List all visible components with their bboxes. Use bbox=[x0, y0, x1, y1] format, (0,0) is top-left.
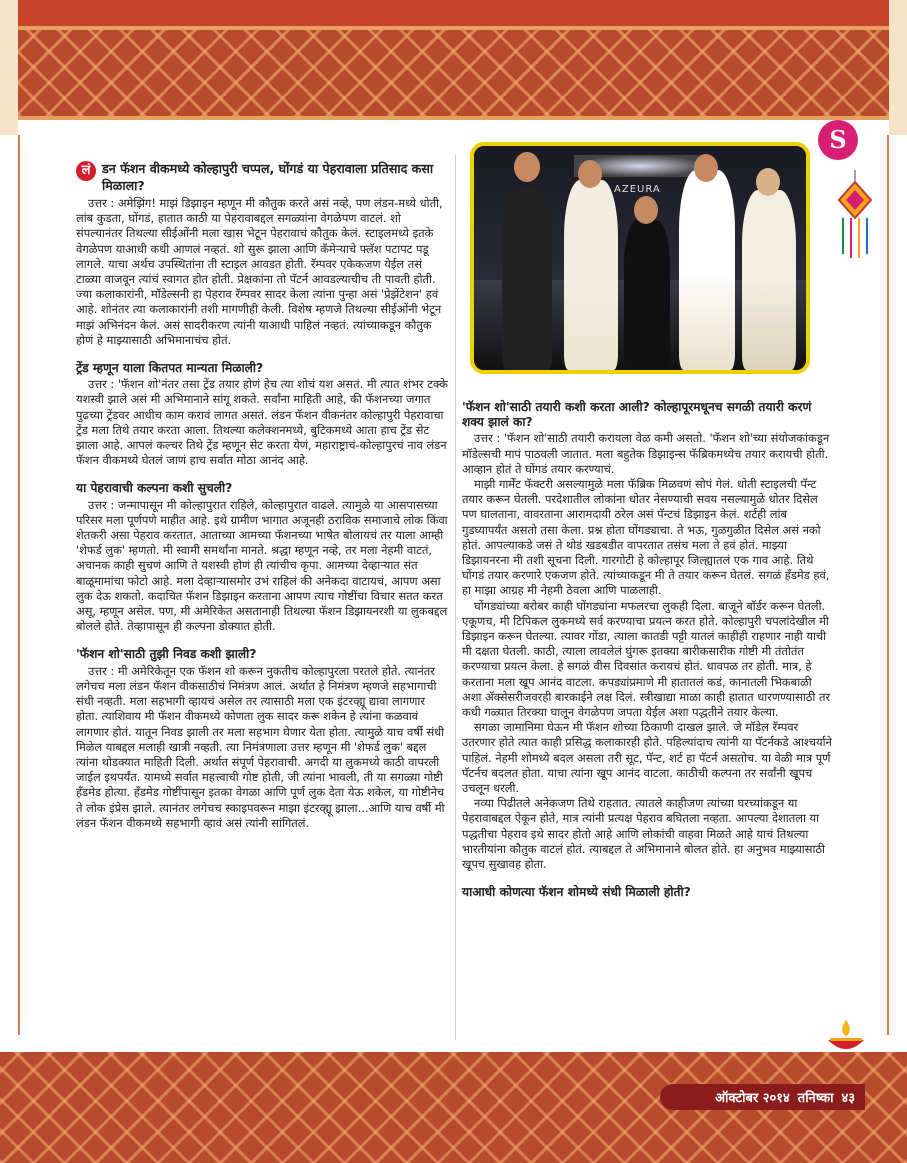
top-strip bbox=[0, 0, 907, 26]
top-ornamental-band bbox=[18, 26, 889, 120]
kandil-lantern-icon bbox=[835, 170, 875, 260]
article-column-left bbox=[76, 160, 448, 831]
model-figure bbox=[502, 190, 552, 370]
model-head bbox=[694, 154, 718, 182]
model-figure bbox=[624, 220, 670, 370]
model-head bbox=[634, 196, 658, 224]
column-divider bbox=[455, 155, 456, 1040]
answer-paragraph: उत्तर : 'फॅशन शो'नंतर तसा ट्रेंड तयार होणं हेच त्या शोचं यश असतं. मी त्यात शंभर टक्के यशस्वी झाले असं मी अभिमानाने सांगू शकते. सर्वांना माहिती आहे, की फॅशनच्या जगात पुढच्या ट्रेंडवर आधीच काम करावं लागत असतं. लंडन फॅशन वीकनंतर कोल्हापुरी पेहरावाचा ट्रेंड मला तिथे तयार करता आला. तिथल्या कलेक्शनमध्ये, बुटिकमध्ये आता हाच ट्रेंड सेट झाला आहे. आपलं कल्चर तिथे ट्रेंड म्हणून सेट करता येणं, महाराष्ट्राचं-कोल्हापुरचं नाव लंडन फॅशन वीकमध्ये घेतलं जाणं हाच सर्वात मोठा आनंद आहे. bbox=[76, 377, 448, 468]
fashion-show-photo bbox=[470, 142, 810, 374]
model-head bbox=[756, 168, 780, 196]
answer-paragraph: सगळा जामानिमा घेऊन मी फॅशन शोच्या ठिकाणी दाखल झाले. जे मॉडेल रॅम्पवर उतरणार होते त्यात काही प्रसिद्ध कलाकारही होते. पहिल्यांदाच त्यांनी या पॅटर्नकडे आश्चर्याने पाहिलं. नेहमी शोमध्ये बदल असला तरी सूट, पॅन्ट, शर्ट हा पॅटर्न असतोच. या वेळी मात्र पूर्ण पॅटर्नच बदलत होता. याचा त्यांना खूप आनंद वाटला. काठीची कल्पना तर सर्वांनी खूपच उचलून धरली. bbox=[462, 720, 832, 796]
stage-banner-text: AZEURA bbox=[614, 184, 661, 195]
answer-paragraph: उत्तर : 'फॅशन शो'साठी तयारी करायला वेळ कमी असतो. 'फॅशन शो'च्या संयोजकांकडून मॉडेल्सची मापं पाठवली जातात. मला बहुतेक डिझाइन्स फॅब्रिकमध्येच तयार करायची होती. आव्हान होतं ते घोंगडं तयार करण्याचं. bbox=[462, 431, 830, 476]
footer-date: ऑक्टोबर २०१४ bbox=[715, 1091, 790, 1106]
page-number: ४३ bbox=[841, 1091, 855, 1106]
model-figure bbox=[564, 180, 618, 370]
answer-paragraph: घोंगड्यांच्या बरोबर काही घोंगड्यांना मफलरचा लुकही दिला. बाजूने बॉर्डर करून घेतली. एकूणच, मी टिपिकल लुकमध्ये सर्व करण्याचा प्रयत्न करत होते. कोल्हापुरी चपलांदेखील मी डिझाइन करून घेतल्या. त्यावर गोंडा, त्याला कातडी पट्टी यातलं काहीही राहणार नाही याची मी दक्षता घेतली. काठी, त्याला लावलेलं घुंगरू इतक्या बारीकसारीक गोष्टी मी तंतोतंत करण्याचा प्रयत्न केला. हे सगळं वीस दिवसांत करायचं होतं. धावपळ तर होती. मात्र, हे करताना मला खूप आनंद वाटला. कपड्यांप्रमाणे मी हातातलं कडं, कानातली भिकबाळी अशा ॲक्सेसरीजवरही बारकाईने लक्ष दिलं. स्त्रीखाद्या माळा काही हातात धारणण्यासाठी तर कधी गळ्यात तिरक्या घालून वेगळेपण जपता येईल अशा पद्धतीने तयार केल्या. bbox=[462, 598, 831, 720]
answer-paragraph: माझी गार्मेंट फॅक्टरी असल्यामुळे मला फॅब्रिक मिळवणं सोपं गेलं. धोती स्टाइलची पॅन्ट तयार करून घेतली. परदेशातील लोकांना धोतर नेसण्याची सवय नसल्यामुळे धोतर दिसेल पण घालताना, वावरताना आरामदायी ठरेल असं पॅन्टचं डिझाइन केलं. शर्टही लांब गुडघ्यापर्यंत असतो तसा केला. प्रश्न होता घोंगड्याचा. ते भऊ, गुळगुळीत दिसेल असं नको होतं. आपल्याकडे जसं ते थोडं खडबडीत वापरतात तसंच मला ते हवं होतं. माझ्या डिझायनरना मी तशी सूचना दिली. गारगोटी हे कोल्हापूर जिल्ह्यातलं एक गाव आहे. तिथे घोंगडं तयार करणारे एकजण होते. त्यांच्याकडून मी ते तयार करून घेतलं. सगळं हॅंडमेड हवं, हा माझा आग्रह मी नेहमी ठेवला आणि पाळलाही. bbox=[462, 477, 830, 598]
left-margin-border bbox=[0, 135, 20, 1035]
question-heading: 'फॅशन शो'साठी तुझी निवड कशी झाली? bbox=[76, 647, 257, 662]
model-head bbox=[578, 160, 602, 188]
answer-paragraph: उत्तर : मी अमेरिकेतून एक फॅशन शो करून नुकतीच कोल्हापुरला परतले होते. त्यानंतर लगेचच मला लंडन फॅशन वीकसाठीचं निमंत्रण आलं. अर्थात हे निमंत्रण म्हणजे सहभागाची संधी नव्हती. मला सहभागी व्हायचं असेल तर त्यासाठी मला एक इंटरव्ह्यू द्यावा लागणार होता. त्याशिवाय मी फॅशन वीकमध्ये कोणता लुक सादर करू शकेन हे त्यांना कळवावं लागणार होतं. यातून निवड झाली तर मला सहभाग घेणार येता होता. त्यामुळे याच वर्षी संधी मिळेल याबद्दल मलाही खात्री नव्हती. त्या निमंत्रणाला उत्तर म्हणून मी 'शेफर्ड लुक' बद्दल त्यांना थोडक्यात माहिती दिली. अर्थात संपूर्ण पेहरावाची. अगदी या लुकमध्ये काठी वापरली जाईल इथपर्यंत. यामध्ये सर्वात महत्त्वाची गोष्ट होती, जी त्यांना भावली, ती या सगळ्या गोष्टी हॅंडमेड होत्या. हॅंडमेड गोष्टींपासून इतका वेगळा आणि पूर्ण लुक देता येऊ शकेल, या गोष्टीनेच ते लोक इंप्रेस झाले. त्यानंतर लगेचच स्काइपवरून माझा इंटरव्ह्यू झाला...आणि याच वर्षी मी लंडन फॅशन वीकमध्ये सहभागी व्हावं असं त्यांनी सांगितलं. bbox=[76, 663, 445, 830]
question-heading: याआधी कोणत्या फॅशन शोमध्ये संधी मिळाली होती? bbox=[462, 885, 691, 900]
answer-paragraph: उत्तर : अमेझिंग! माझं डिझाइन म्हणून मी कौतुक करते असं नव्हे, पण लंडन-मध्ये धोती, लांब कुडता, घोंगडं, हातात काठी या पेहरावाबद्दल सगळ्यांना वेगळेपण वाटलं. शो संपल्यानंतर तिथल्या सीईओंनी मला खास भेटून पेहरावाचं कौतुक केलं. स्टाइलमध्ये इतके वेगळेपण याआधी कधी आणलं नव्हतं. शो सुरू झाला आणि कॅमेऱ्याचे फ्लॅश पटापट पडू लागले. याचा अर्थच उपस्थितांना ती स्टाइल आवडत होती. रॅम्पवर एकेकजण येईल तसं टाळ्या वाजवून त्यांचं स्वागत होत होती. प्रेक्षकांना तो पॅटर्न आवडल्याचीच ती पावती होती. ज्या कलाकारांनी, मॉडेल्सनी हा पेहराव रॅम्पवर सादर केला त्यांना पुन्हा असं 'प्रेझेंटेशन' हवं आहे. शोनंतर त्या कलाकारांनी तशी मागणीही केली. विशेष म्हणजे तिथल्या सीईओंनी भेटून माझं अभिनंदन केलं. असं सादरीकरण त्यांनी याआधी पाहिलं नव्हतं. त्यांच्याकडून कौतुक होणं हे माझ्यासाठी अभिमानाचंच होतं. bbox=[76, 196, 443, 347]
model-figure bbox=[679, 170, 735, 370]
question-heading: या पेहरावाची कल्पना कशी सुचली? bbox=[76, 481, 233, 496]
magazine-logo-icon: S bbox=[818, 120, 858, 160]
question-heading: 'फॅशन शो'साठी तयारी कशी करता आली? कोल्हापूरमधूनच सगळी तयारी करणं शक्य झालं का? bbox=[462, 400, 812, 430]
footer-magazine-name: तनिष्का bbox=[797, 1091, 834, 1106]
answer-paragraph: नव्या पिढीतले अनेकजण तिथे राहतात. त्यातले काहीजण त्यांच्या घरच्यांकडून या पेहरावाबद्दल ऐकून होते, मात्र त्यांनी प्रत्यक्ष पेहराव बघितला नव्हता. आपल्या देशातला या पद्धतीचा पेहराव इथे सादर होतो आहे आणि लोकांची वाहवा मिळते आहे याचं तिथल्या भारतीयांना कौतुक वाटलं होतं. त्याबद्दल ते अभिमानाने बोलत होते. हा अनुभव माझ्यासाठी खूपच सुखावह होता. bbox=[462, 796, 825, 872]
right-margin-border bbox=[887, 135, 907, 1035]
answer-paragraph: उत्तर : जन्मापासून मी कोल्हापुरात राहिले, कोल्हापुरात वाढले. त्यामुळे या आसपासच्या परिसर मला पूर्णपणे माहीत आहे. इथे ग्रामीण भागात अजूनही ठराविक समाजाचे लोक किंवा शेतकरी असा पेहराव करतात. आताच्या आमच्या फॅशनच्या भाषेत बोलायचं तर याला आम्ही 'शेफर्ड लुक' म्हणतो. मी स्वामी समर्थांना मानते. श्रद्धा म्हणून नव्हे, तर मला नेहमी वाटतं, अचानक काही सुचणं आणि ते यशस्वी होणं ही त्यांचीच कृपा. आमच्या देव्हाऱ्यात संत बाळूमामांचा फोटो आहे. मला देव्हाऱ्यासमोर उभं राहिलं की अनेकदा वाटायचं, आपण असा लुक देऊ शकतो. कदाचित फॅशन डिझाइन करताना आपण त्याच गोष्टींचा विचार सतत करत असू, म्हणून असेल. पण, मी अमेरिकेत असतानाही तिथल्या फॅशन डिझायनरशी या लुकबद्दल बोलले होते. तेव्हापासून ही कल्पना डोक्यात होती. bbox=[76, 497, 448, 634]
article-column-right bbox=[462, 400, 834, 902]
question-heading: ट्रेंड म्हणून याला कितपत मान्यता मिळाली? bbox=[76, 361, 264, 376]
dropcap: लं bbox=[76, 161, 96, 181]
model-figure bbox=[742, 190, 796, 370]
page-footer bbox=[660, 1084, 865, 1110]
right-corner bbox=[889, 0, 907, 135]
question-text: डन फॅशन वीकमध्ये कोल्हापुरी चप्पल, घोंगडं या पेहरावाला प्रतिसाद कसा मिळाला? bbox=[102, 161, 434, 193]
diya-lamp-icon bbox=[826, 1018, 866, 1056]
question-heading bbox=[76, 160, 448, 194]
model-head bbox=[514, 152, 540, 182]
left-corner bbox=[0, 0, 18, 135]
